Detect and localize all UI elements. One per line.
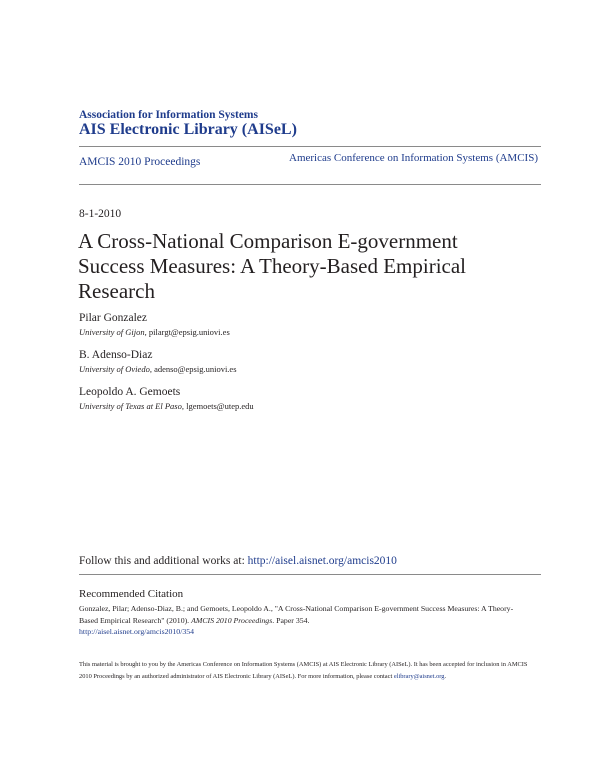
follow-line [79,555,397,567]
citation-url-link[interactable]: http://aisel.aisnet.org/amcis2010/354 [79,627,195,636]
author-email: , lgemoets@utep.edu [181,401,254,411]
author-affiliation [79,401,254,411]
notice-end: . [444,672,447,680]
author-name: Leopoldo A. Gemoets [79,386,181,398]
author-institution: University of Texas at El Paso [79,401,182,411]
paper-title: A Cross-National Comparison E-government Success Measures: A Theory-Based Empirical Research [78,229,467,303]
follow-text: Follow this and additional works at: [79,555,248,567]
author-email: , pilargt@epsig.uniovi.es [144,327,230,337]
author-name: Pilar Gonzalez [79,312,148,324]
citation-text: Gonzalez, Pilar; Adenso-Diaz, B.; and Gemoets, Leopoldo A., "A Cross-National Comparison E-government Success Measures: A Theory-Based Empirical Research" (2010). [79,604,514,625]
citation-divider [79,574,541,575]
header-divider-top [79,146,541,147]
author-name: B. Adenso-Diaz [79,349,153,361]
proceedings-link[interactable]: AMCIS 2010 Proceedings [79,156,201,168]
org-name[interactable]: Association for Information Systems [79,109,258,121]
citation-block [79,603,529,638]
publication-date: 8-1-2010 [79,208,122,220]
author-institution: University of Oviedo [79,364,150,374]
notice-text: This material is brought to you by the Americas Conference on Information Systems (AMCIS) at AIS Electronic Library (AISeL). It has been accepted for inclusion in AMCIS 2010 Proceedings by an authorized administrator of AIS Electronic Library (AISeL). For more information, please contact [79,661,528,680]
contact-email-link[interactable]: elibrary@aisnet.org [393,672,445,680]
recommended-citation-heading: Recommended Citation [79,588,184,600]
follow-url-link[interactable]: http://aisel.aisnet.org/amcis2010 [247,555,397,567]
author-affiliation [79,364,237,374]
citation-venue: AMCIS 2010 Proceedings [191,615,273,625]
citation-paper: . Paper 354. [272,615,310,625]
author-email: , adenso@epsig.uniovi.es [149,364,237,374]
library-name[interactable]: AIS Electronic Library (AISeL) [79,121,297,138]
header-divider-bottom [79,184,541,185]
conference-link[interactable]: Americas Conference on Information Systems (AMCIS) [289,152,538,164]
notice-block [79,659,529,682]
author-affiliation [79,327,230,337]
author-institution: University of Gijon [79,327,145,337]
